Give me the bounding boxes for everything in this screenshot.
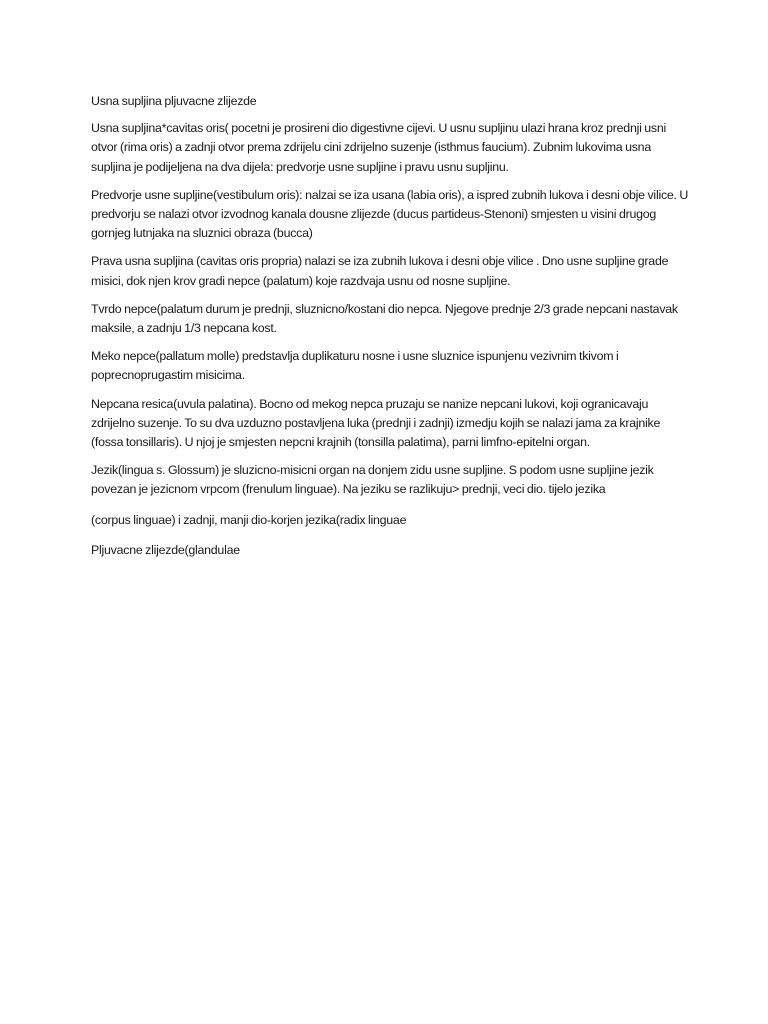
paragraph-nepcana-resica: Nepcana resica(uvula palatina). Bocno od mekog nepca pruzaju se nanize nepcani lukovi, koji ogranicavaju zdrijelno suzenje. To su dva uzduzno postavljena luka (prednji i zadnji) izmedju kojih se nalazi jama za krajnike (fossa tonsillaris). U njoj je smjesten nepcni krajnih (tonsilla palatima), parni limfno-epitelni organ. (91, 396, 661, 450)
paragraph-jezik: Jezik(lingua s. Glossum) je sluzicno-misicni organ na donjem zidu usne supljine. S podom usne supljine jezik povezan je jezicnom vrpcom (frenulum linguae). Na jeziku se razlikuju> prednji, veci dio. tijelo jezika (91, 463, 654, 497)
paragraph-jezik-continued: (corpus linguae) i zadnji, manji dio-korjen jezika(radix linguae (91, 512, 407, 527)
paragraph-usna-supljina: Usna supljina*cavitas oris( pocetni je prosireni dio digestivne cijevi. U usnu supljinu ulazi hrana kroz prednji usni otvor (rima oris) a zadnji otvor prema zdrijelu cini zdrijelno suzenje (isthmus faucium). Zubnim lukovima usna supljina je podijeljena na dva dijela: predvorje usne supljine i pravu usnu supljinu. (91, 121, 667, 174)
document-title: Usna supljina pljuvacne zlijezde (91, 94, 257, 108)
paragraph-prava-usna-supljina: Prava usna supljina (cavitas oris propria) nalazi se iza zubnih lukova i desni obje vilice . Dno usne supljine grade misici, dok njen krov gradi nepce (palatum) koje razdvaja usnu od nosne supljine. (91, 254, 669, 288)
document-page (91, 92, 691, 569)
paragraph-predvorje: Predvorje usne supljine(vestibulum oris): nalzai se iza usana (labia oris), a ispred zubnih lukova i desni obje vilice. U predvorju se nalazi otvor izvodnog kanala dousne zlijezde (ducus partideus-Stenoni) smjesten u visini drugog gornjeg lutnjaka na sluznici obraza (bucca) (91, 187, 689, 241)
paragraph-pljuvacne-zlijezde: Pljuvacne zlijezde(glandulae (91, 542, 240, 557)
paragraph-tvrdo-nepce: Tvrdo nepce(palatum durum je prednji, sluznicno/kostani dio nepca. Njegove prednje 2/3 grade nepcani nastavak maksile, a zadnju 1/3 nepcana kost. (91, 301, 678, 336)
paragraph-meko-nepce: Meko nepce(pallatum molle) predstavlja duplikaturu nosne i usne sluznice ispunjenu vezivnim tkivom i poprecnoprugastim misicima. (91, 349, 619, 383)
